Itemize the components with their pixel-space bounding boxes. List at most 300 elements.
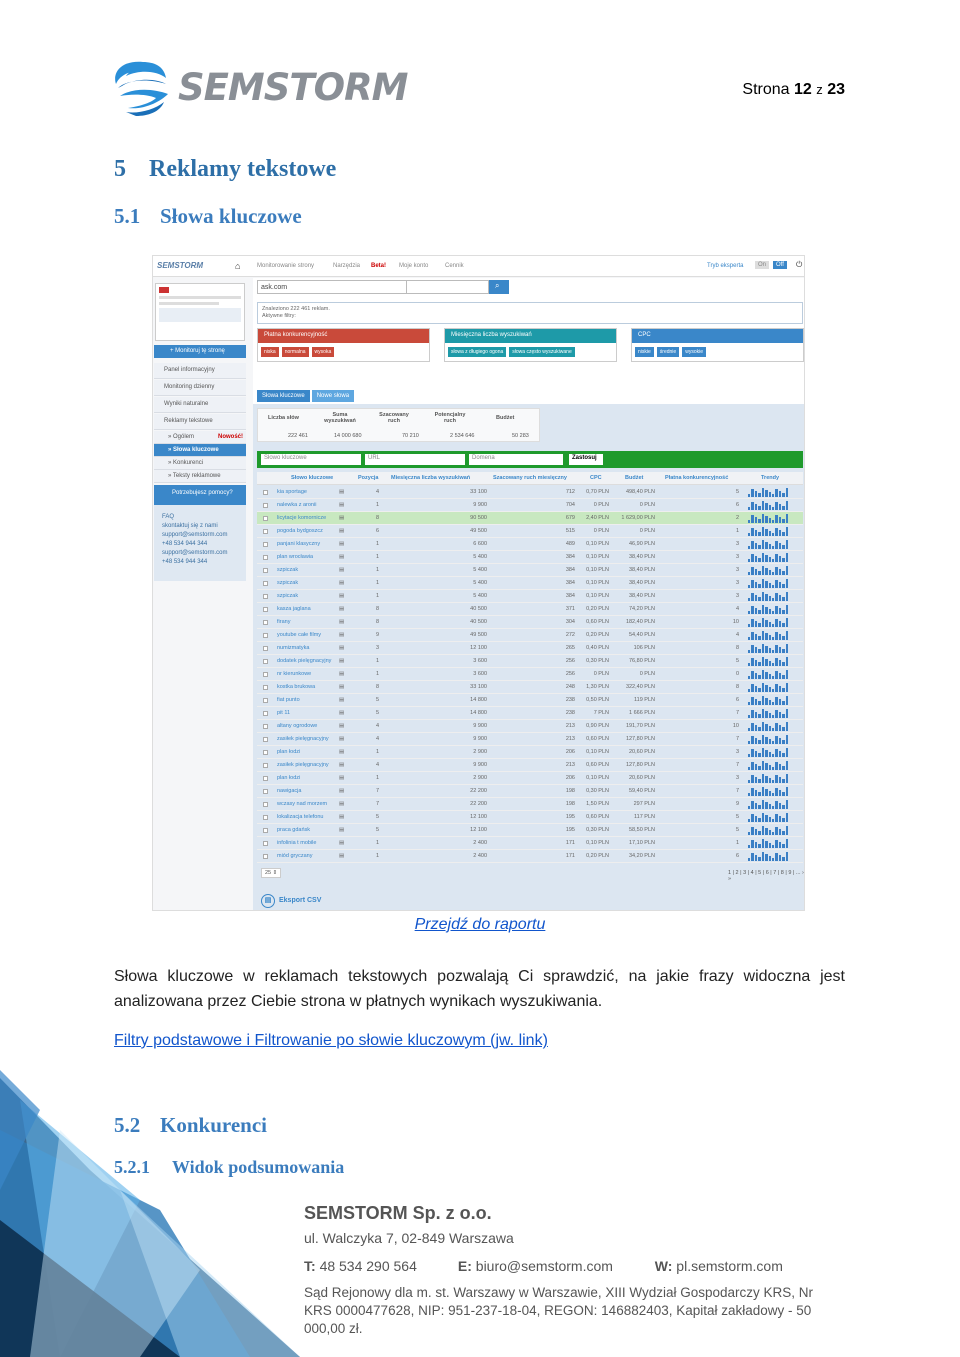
details-icon[interactable]: ▤: [339, 801, 345, 807]
table-cell: 0,90 PLN: [586, 723, 609, 729]
table-cell: 191,70 PLN: [625, 723, 655, 729]
table-cell: 6 600: [473, 541, 487, 547]
table-cell: 9 900: [473, 502, 487, 508]
table-cell: 127,80 PLN: [625, 762, 655, 768]
row-checkbox[interactable]: [263, 555, 268, 560]
sidebar-item-overview[interactable]: » Ogólem Nowość!: [154, 431, 246, 444]
pagination[interactable]: 1 | 2 | 3 | 4 | 5 | 6 | 7 | 8 | 9 | ... › »: [728, 870, 804, 882]
home-icon[interactable]: ⌂: [235, 261, 241, 271]
table-row[interactable]: [257, 668, 803, 681]
keyword-cell[interactable]: pit 11: [277, 710, 291, 716]
summary-table: Liczba słów Suma wyszukiwań Szacowany ruch Potencjalny ruch Budżet 222 461 14 000 680 70 210 2 534 646 50 283: [257, 408, 540, 442]
keyword-cell[interactable]: wczasy nad morzem: [277, 801, 328, 807]
power-icon[interactable]: ⏻: [796, 260, 803, 269]
contact-link[interactable]: skontaktuj się z nami: [162, 523, 218, 529]
table-cell: 304: [565, 619, 575, 625]
sidebar-item-text-ads[interactable]: Reklamy tekstowe: [154, 414, 246, 430]
keyword-cell[interactable]: szpiczak: [277, 593, 299, 599]
row-checkbox[interactable]: [263, 620, 268, 625]
keyword-cell[interactable]: plan łodzi: [277, 775, 301, 781]
table-cell: 3: [735, 567, 739, 573]
keyword-cell[interactable]: szpiczak: [277, 580, 299, 586]
details-icon[interactable]: ▤: [339, 814, 345, 820]
beta-badge: Beta!: [371, 263, 387, 269]
details-icon[interactable]: ▤: [339, 567, 345, 573]
section-heading-5-2: 5.2 Konkurenci: [114, 1113, 267, 1137]
keyword-cell[interactable]: altany ogrodowe: [277, 723, 318, 729]
table-row[interactable]: [257, 694, 803, 707]
trend-sparkline: [748, 709, 788, 718]
table-cell: 9: [735, 801, 739, 807]
table-cell: 195: [565, 827, 575, 833]
table-cell: 238: [565, 697, 575, 703]
keyword-cell[interactable]: nalewka z aronii: [277, 502, 317, 508]
details-icon[interactable]: ▤: [339, 827, 345, 833]
table-cell: 33 100: [470, 489, 487, 495]
table-cell: 6: [735, 502, 739, 508]
table-cell: 238: [565, 710, 575, 716]
row-checkbox[interactable]: [263, 633, 268, 638]
table-cell: 195: [565, 814, 575, 820]
table-cell: 371: [565, 606, 575, 612]
details-icon[interactable]: ▤: [339, 632, 345, 638]
table-row[interactable]: [257, 538, 803, 551]
support-email[interactable]: support@semstorm.com: [162, 532, 228, 538]
table-cell: 198: [565, 801, 575, 807]
details-icon[interactable]: ▤: [339, 671, 345, 677]
table-cell: 1: [375, 671, 379, 677]
row-checkbox[interactable]: [263, 685, 268, 690]
expert-off-toggle[interactable]: Off: [773, 261, 787, 269]
row-checkbox[interactable]: [263, 490, 268, 495]
filter-competition[interactable]: Płatna konkurencyjność niska normalna wysoka: [257, 328, 430, 362]
keyword-cell[interactable]: numizmatyka: [277, 645, 310, 651]
table-cell: 0 PLN: [593, 671, 609, 677]
row-checkbox[interactable]: [263, 698, 268, 703]
tab-bar: [257, 390, 356, 402]
trend-sparkline: [748, 800, 788, 809]
tab-new-words[interactable]: Nowe słowa: [312, 390, 354, 402]
table-cell: 3: [735, 593, 739, 599]
table-row[interactable]: [257, 642, 803, 655]
details-icon[interactable]: ▤: [339, 762, 345, 768]
table-cell: 0,60 PLN: [586, 736, 609, 742]
table-cell: 5 400: [473, 593, 487, 599]
sidebar-item-competitors[interactable]: » Konkurenci: [154, 457, 246, 470]
trend-sparkline: [748, 657, 788, 666]
company-email[interactable]: biuro@semstorm.com: [475, 1258, 613, 1274]
table-cell: 0,10 PLN: [586, 840, 609, 846]
row-checkbox[interactable]: [263, 789, 268, 794]
keyword-cell[interactable]: kostka brukowa: [277, 684, 316, 690]
domain-filter-input[interactable]: Domena: [469, 454, 563, 465]
row-checkbox[interactable]: [263, 711, 268, 716]
nav-tools[interactable]: Narzędzia: [333, 263, 361, 269]
table-cell: 1: [375, 775, 379, 781]
keyword-cell[interactable]: miód gryczany: [277, 853, 313, 859]
table-cell: 1 629,00 PLN: [621, 515, 655, 521]
export-csv-button[interactable]: ▤ Eksport CSV: [261, 894, 321, 908]
table-cell: 59,40 PLN: [629, 788, 655, 794]
details-icon[interactable]: ▤: [339, 658, 345, 664]
row-checkbox[interactable]: [263, 815, 268, 820]
row-checkbox[interactable]: [263, 516, 268, 521]
trend-sparkline: [748, 501, 788, 510]
keyword-cell[interactable]: licytacje komornicze: [277, 515, 327, 521]
trend-sparkline: [748, 579, 788, 588]
table-cell: 489: [565, 541, 575, 547]
table-cell: 38,40 PLN: [629, 580, 655, 586]
search-button[interactable]: [489, 280, 509, 294]
keyword-cell[interactable]: infolinia t mobile: [277, 840, 317, 846]
trend-sparkline: [748, 592, 788, 601]
row-checkbox[interactable]: [263, 724, 268, 729]
table-cell: 2 900: [473, 749, 487, 755]
trend-sparkline: [748, 696, 788, 705]
table-cell: 2 400: [473, 853, 487, 859]
section-heading-5-2-1: 5.2.1 Widok podsumowania: [114, 1157, 345, 1177]
keyword-cell[interactable]: szpiczak: [277, 567, 299, 573]
table-cell: 3 600: [473, 671, 487, 677]
document-icon: ▤: [261, 894, 275, 908]
table-row[interactable]: [257, 746, 803, 759]
table-cell: 7: [735, 710, 739, 716]
table-cell: 38,40 PLN: [629, 554, 655, 560]
table-cell: 8: [375, 684, 379, 690]
table-cell: 3: [735, 541, 739, 547]
table-row[interactable]: [257, 759, 803, 772]
trend-sparkline: [748, 670, 788, 679]
app-screenshot: [152, 255, 805, 911]
table-row[interactable]: [257, 603, 803, 616]
apply-button[interactable]: Zastosuj: [569, 454, 603, 465]
details-icon[interactable]: ▤: [339, 710, 345, 716]
table-cell: 5: [375, 827, 379, 833]
row-checkbox[interactable]: [263, 529, 268, 534]
row-checkbox[interactable]: [263, 607, 268, 612]
per-page-select[interactable]: 25 ⇕: [261, 868, 281, 878]
nav-account[interactable]: Moje konto: [399, 263, 429, 269]
table-row[interactable]: [257, 629, 803, 642]
details-icon[interactable]: ▤: [339, 749, 345, 755]
storm-swirl-icon: [108, 58, 178, 118]
table-cell: 1: [375, 580, 379, 586]
company-contacts: T: 48 534 290 564 E: biuro@semstorm.com W: pl.semstorm.com: [304, 1258, 783, 1274]
table-cell: 3: [735, 580, 739, 586]
details-icon[interactable]: ▤: [339, 541, 345, 547]
row-checkbox[interactable]: [263, 581, 268, 586]
table-cell: 384: [565, 593, 575, 599]
table-row[interactable]: [257, 707, 803, 720]
keyword-cell[interactable]: zasiłek pielęgnacyjny: [277, 736, 329, 742]
sidebar-item-dashboard[interactable]: Panel informacyjny: [154, 363, 246, 379]
table-cell: 8: [735, 645, 739, 651]
table-cell: 2 900: [473, 775, 487, 781]
keyword-cell[interactable]: firany: [277, 619, 291, 625]
table-cell: 0,30 PLN: [586, 827, 609, 833]
report-link[interactable]: Przejdź do raportu: [414, 916, 546, 933]
table-cell: 0,30 PLN: [586, 658, 609, 664]
details-icon[interactable]: ▤: [339, 775, 345, 781]
table-row[interactable]: [257, 811, 803, 824]
table-row[interactable]: [257, 733, 803, 746]
table-cell: 54,40 PLN: [629, 632, 655, 638]
row-checkbox[interactable]: [263, 646, 268, 651]
row-checkbox[interactable]: [263, 854, 268, 859]
table-row[interactable]: [257, 720, 803, 733]
details-icon[interactable]: ▤: [339, 723, 345, 729]
table-row[interactable]: [257, 772, 803, 785]
table-cell: 8: [375, 606, 379, 612]
row-checkbox[interactable]: [263, 594, 268, 599]
keyword-cell[interactable]: lokalizacja telefonu: [277, 814, 324, 820]
table-cell: 117 PLN: [634, 814, 655, 820]
table-cell: 0,50 PLN: [586, 697, 609, 703]
row-checkbox[interactable]: [263, 568, 268, 573]
expert-on-toggle[interactable]: On: [755, 261, 769, 269]
app-topbar: [153, 256, 805, 277]
details-icon[interactable]: ▤: [339, 840, 345, 846]
table-cell: 213: [565, 762, 575, 768]
table-cell: 58,50 PLN: [629, 827, 655, 833]
keyword-cell[interactable]: praca gdańsk: [277, 827, 311, 833]
page-number: Strona 12 z 23: [742, 81, 845, 98]
table-cell: 498,40 PLN: [625, 489, 655, 495]
trend-sparkline: [748, 813, 788, 822]
trend-sparkline: [748, 631, 788, 640]
nav-monitoring[interactable]: Monitorowanie strony: [257, 263, 315, 269]
details-icon[interactable]: ▤: [339, 489, 345, 495]
company-name: SEMSTORM Sp. z o.o.: [304, 1203, 492, 1223]
keyword-cell[interactable]: youtube całe filmy: [277, 632, 322, 638]
body-paragraph: Słowa kluczowe w reklamach tekstowych pozwalają Ci sprawdzić, na jakie frazy widoczna jest analizowana przez Ciebie strona w płatnych wynikach wyszukiwania.: [114, 968, 845, 1010]
table-row[interactable]: [257, 837, 803, 850]
table-cell: 119 PLN: [634, 697, 655, 703]
table-row[interactable]: [257, 577, 803, 590]
table-row[interactable]: [257, 824, 803, 837]
table-cell: 38,40 PLN: [629, 593, 655, 599]
table-cell: 384: [565, 580, 575, 586]
keyword-cell[interactable]: dodatek pielęgnacyjny: [277, 658, 332, 664]
table-cell: 5: [735, 814, 739, 820]
table-cell: 0,70 PLN: [586, 489, 609, 495]
table-cell: 4: [735, 632, 739, 638]
details-icon[interactable]: ▤: [339, 606, 345, 612]
table-row[interactable]: [257, 616, 803, 629]
trend-sparkline: [748, 488, 788, 497]
filters-link[interactable]: Filtry podstawowe i Filtrowanie po słowie kluczowym (jw. link): [114, 1032, 548, 1049]
keyword-cell[interactable]: panjani klasyczny: [277, 541, 321, 547]
table-cell: 4: [375, 762, 379, 768]
help-header[interactable]: Potrzebujesz pomocy?: [154, 485, 246, 505]
row-checkbox[interactable]: [263, 841, 268, 846]
row-checkbox[interactable]: [263, 659, 268, 664]
table-cell: 12 100: [470, 827, 487, 833]
table-cell: 0,20 PLN: [586, 606, 609, 612]
app-main: [253, 278, 805, 911]
table-row[interactable]: [257, 785, 803, 798]
table-row[interactable]: [257, 525, 803, 538]
table-cell: 322,40 PLN: [625, 684, 655, 690]
keyword-cell[interactable]: kia sportage: [277, 489, 307, 495]
table-cell: 2: [735, 515, 739, 521]
table-cell: 1: [375, 658, 379, 664]
faq-link[interactable]: FAQ: [162, 514, 175, 520]
sidebar-item-organic[interactable]: Wyniki naturalne: [154, 397, 246, 413]
trend-sparkline: [748, 852, 788, 861]
keyword-cell[interactable]: nr kierunkowe: [277, 671, 312, 677]
table-cell: 49 500: [470, 528, 487, 534]
table-cell: 0,10 PLN: [586, 749, 609, 755]
table-cell: 0,10 PLN: [586, 580, 609, 586]
table-cell: 0 PLN: [639, 671, 655, 677]
table-row[interactable]: [257, 551, 803, 564]
row-checkbox[interactable]: [263, 737, 268, 742]
row-checkbox[interactable]: [263, 750, 268, 755]
table-row[interactable]: [257, 655, 803, 668]
table-cell: 1: [735, 528, 739, 534]
domain-search-input[interactable]: ask.com: [257, 280, 407, 294]
table-cell: 5: [735, 489, 739, 495]
table-cell: 6: [375, 528, 379, 534]
table-cell: 0,10 PLN: [586, 567, 609, 573]
table-cell: 213: [565, 723, 575, 729]
table-cell: 2,40 PLN: [586, 515, 609, 521]
app-sidebar: [153, 281, 248, 911]
details-icon[interactable]: ▤: [339, 619, 345, 625]
logo-wordmark: SEMSTORM: [178, 66, 408, 109]
support-phone: +48 534 944 344: [162, 541, 208, 547]
table-cell: 17,10 PLN: [629, 840, 655, 846]
details-icon[interactable]: ▤: [339, 645, 345, 651]
keyword-cell[interactable]: zasiłek pielęgnacyjny: [277, 762, 329, 768]
row-checkbox[interactable]: [263, 828, 268, 833]
table-cell: 256: [565, 671, 575, 677]
table-cell: 22 200: [470, 801, 487, 807]
details-icon[interactable]: ▤: [339, 528, 345, 534]
table-cell: 0,20 PLN: [586, 853, 609, 859]
table-cell: 248: [565, 684, 575, 690]
table-cell: 712: [565, 489, 575, 495]
table-cell: 1: [375, 749, 379, 755]
table-row[interactable]: [257, 499, 803, 512]
trend-sparkline: [748, 514, 788, 523]
table-row[interactable]: [257, 681, 803, 694]
trend-sparkline: [748, 787, 788, 796]
table-row[interactable]: [257, 564, 803, 577]
table-cell: 14 800: [470, 697, 487, 703]
table-cell: 0,10 PLN: [586, 593, 609, 599]
table-cell: 6: [735, 697, 739, 703]
details-icon[interactable]: ▤: [339, 593, 345, 599]
keyword-cell[interactable]: plan łodzi: [277, 749, 301, 755]
table-cell: 7 PLN: [593, 710, 609, 716]
table-cell: 171: [565, 840, 575, 846]
support-email-2[interactable]: support@semstorm.com: [162, 550, 228, 556]
table-cell: 3: [375, 645, 379, 651]
table-cell: 5 400: [473, 554, 487, 560]
table-cell: 0,20 PLN: [586, 632, 609, 638]
keyword-filter-input[interactable]: Słowo kluczowe: [261, 454, 361, 465]
table-cell: 74,20 PLN: [629, 606, 655, 612]
table-cell: 0,10 PLN: [586, 775, 609, 781]
keyword-cell[interactable]: plan wrocławia: [277, 554, 314, 560]
table-row[interactable]: [257, 512, 803, 525]
table-row[interactable]: [257, 850, 803, 863]
row-checkbox[interactable]: [263, 542, 268, 547]
table-row[interactable]: [257, 798, 803, 811]
tab-keywords[interactable]: Słowa kluczowe: [257, 390, 310, 402]
table-row[interactable]: [257, 486, 803, 499]
trend-sparkline: [748, 527, 788, 536]
table-cell: 704: [565, 502, 575, 508]
company-website[interactable]: pl.semstorm.com: [676, 1258, 783, 1274]
trend-sparkline: [748, 553, 788, 562]
company-footer: [304, 1203, 844, 1338]
row-checkbox[interactable]: [263, 763, 268, 768]
table-cell: 3: [735, 775, 739, 781]
sidebar-item-keywords[interactable]: » Słowa kluczowe: [154, 444, 246, 457]
company-legal: Sąd Rejonowy dla m. st. Warszawy w Warszawie, XIII Wydział Gospodarczy KRS, Nr KRS 0000477628, NIP: 951-237-18-04, REGON: 146882403, Kapitał zakładowy - 50 000,00 zł.: [304, 1285, 814, 1336]
table-cell: 9: [375, 632, 379, 638]
table-cell: 198: [565, 788, 575, 794]
table-cell: 1: [375, 853, 379, 859]
details-icon[interactable]: ▤: [339, 697, 345, 703]
search-icon: ⌕: [495, 281, 500, 290]
sidebar-item-daily[interactable]: Monitoring dzienny: [154, 380, 246, 396]
table-row[interactable]: [257, 590, 803, 603]
table-cell: 1: [375, 554, 379, 560]
sidebar-item-ad-texts[interactable]: » Teksty reklamowe: [154, 470, 246, 483]
table-cell: 5: [735, 658, 739, 664]
trend-sparkline: [748, 618, 788, 627]
details-icon[interactable]: ▤: [339, 684, 345, 690]
trend-sparkline: [748, 735, 788, 744]
filter-cpc[interactable]: CPC niskie średnie wysokie: [631, 328, 804, 362]
details-icon[interactable]: ▤: [339, 554, 345, 560]
details-icon[interactable]: ▤: [339, 853, 345, 859]
table-cell: 5: [375, 710, 379, 716]
url-filter-input[interactable]: URL: [365, 454, 465, 465]
trend-sparkline: [748, 644, 788, 653]
keyword-cell[interactable]: kasza jaglana: [277, 606, 311, 612]
keyword-cell[interactable]: fiat punto: [277, 697, 300, 703]
keyword-cell[interactable]: nawigacja: [277, 788, 302, 794]
row-checkbox[interactable]: [263, 776, 268, 781]
help-box: [154, 505, 246, 581]
details-icon[interactable]: ▤: [339, 580, 345, 586]
keyword-cell[interactable]: pogoda bydgoszcz: [277, 528, 323, 534]
table-cell: 1,50 PLN: [586, 801, 609, 807]
table-cell: 0,10 PLN: [586, 554, 609, 560]
filter-monthly-searches[interactable]: Miesięczna liczba wyszukiwań słowa z długiego ogona słowa często wyszukiwane: [444, 328, 617, 362]
table-cell: 10: [732, 619, 739, 625]
details-icon[interactable]: ▤: [339, 788, 345, 794]
details-icon[interactable]: ▤: [339, 515, 345, 521]
row-checkbox[interactable]: [263, 802, 268, 807]
monitor-site-button[interactable]: + Monitoruj tę stronę: [154, 345, 246, 358]
table-cell: 38,40 PLN: [629, 567, 655, 573]
details-icon[interactable]: ▤: [339, 736, 345, 742]
row-checkbox[interactable]: [263, 503, 268, 508]
details-icon[interactable]: ▤: [339, 502, 345, 508]
nav-pricing[interactable]: Cennik: [445, 263, 464, 269]
table-cell: 5 400: [473, 580, 487, 586]
support-phone-2: +48 534 944 344: [162, 559, 208, 565]
row-checkbox[interactable]: [263, 672, 268, 677]
table-cell: 5: [375, 814, 379, 820]
table-cell: 0,30 PLN: [586, 788, 609, 794]
